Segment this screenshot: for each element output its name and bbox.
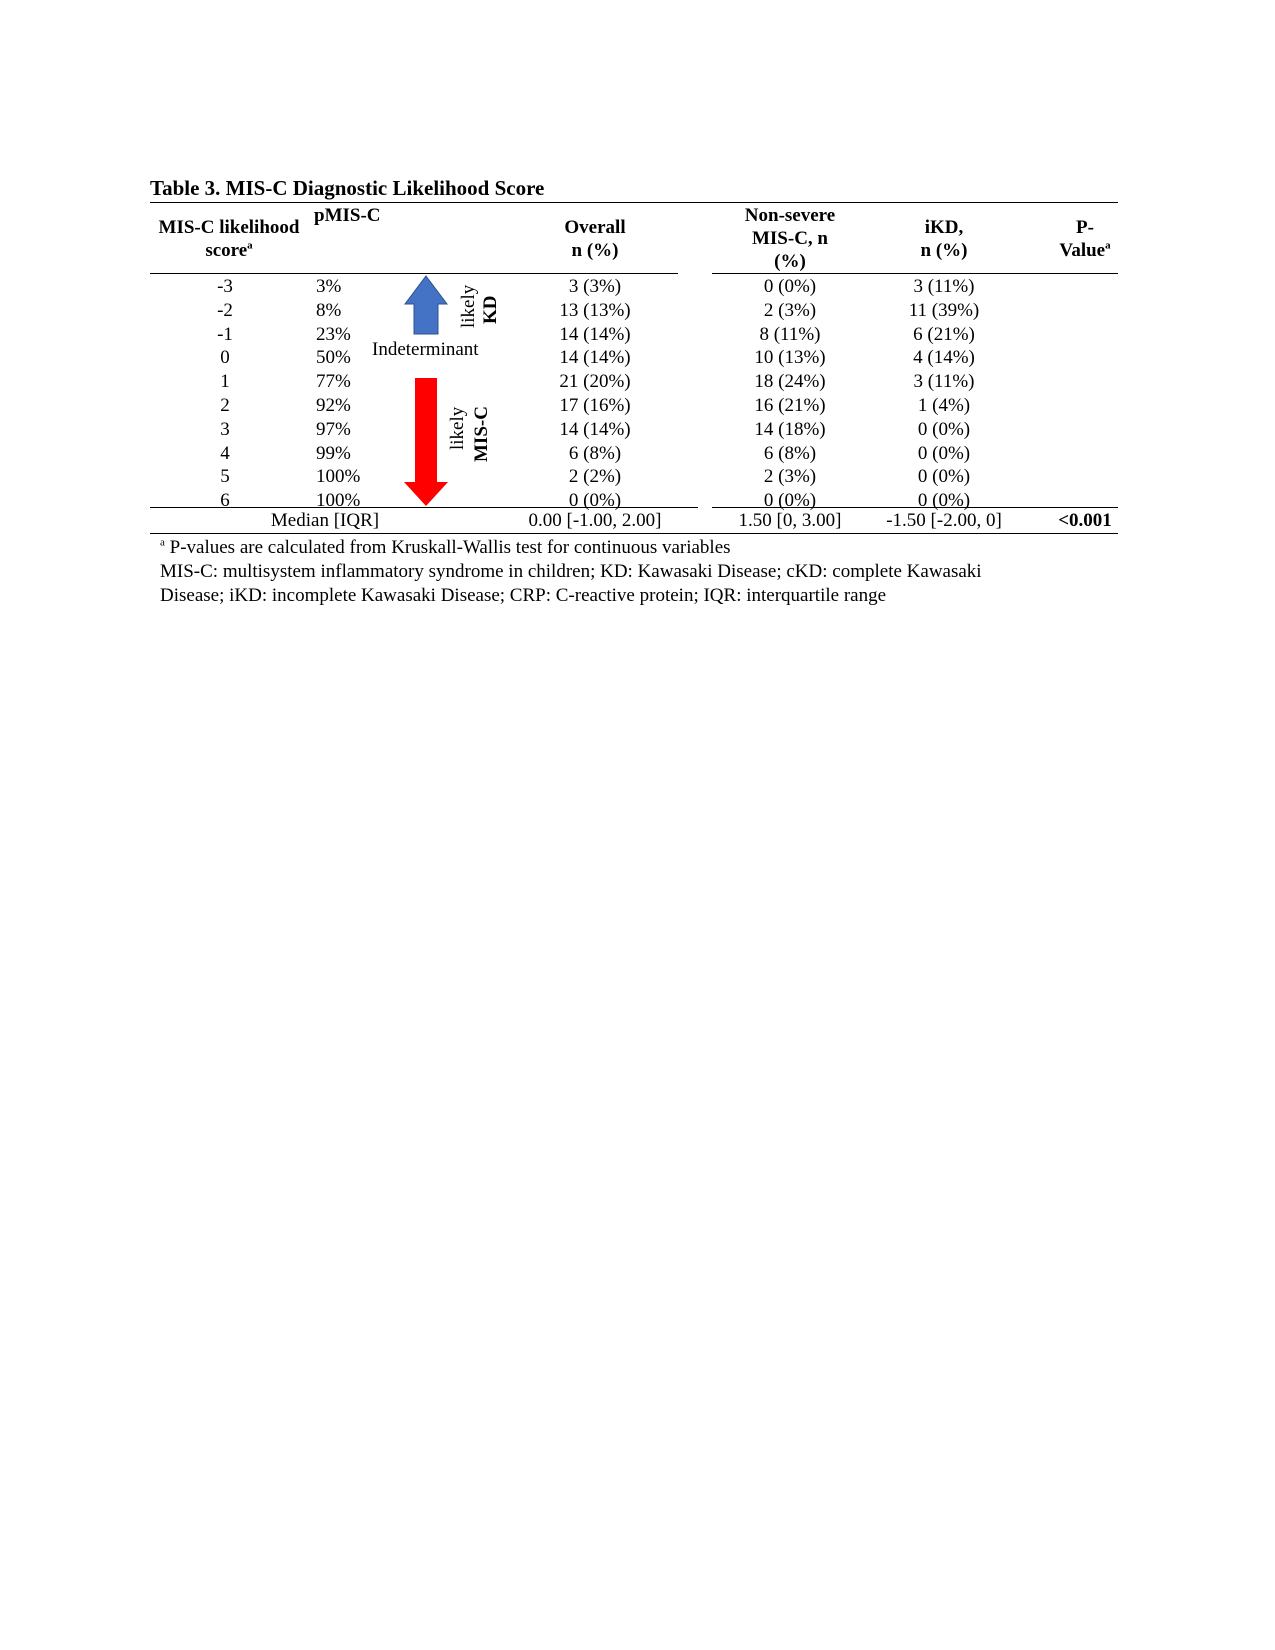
row-0-pmisc-cell: 3%: [316, 276, 342, 297]
row-4-ikd-cell: 3 (11%): [913, 371, 975, 393]
row-5-ikd-cell: 1 (4%): [917, 395, 971, 416]
row-1-nonsevere-cell: 2 (3%): [763, 299, 817, 321]
likely-kd-label: [458, 248, 508, 328]
row-5-score-cell: 2: [220, 395, 230, 416]
row-5-overall-cell: 17 (16%): [559, 395, 631, 416]
table-title: Table 3. MIS-C Diagnostic Likelihood Score: [150, 176, 545, 200]
table-bottom-rule: [150, 533, 1118, 534]
row-9-overall-cell: 0 (0%): [568, 490, 622, 512]
footnote-a: $^a$ P-values are calculated from Kruskall-Wallis test for continuous variables: [160, 536, 731, 558]
row-0-score-cell: -3: [217, 276, 233, 297]
header-score-line2: score$^a$: [205, 239, 253, 261]
median-overall: 0.00 [-1.00, 2.00]: [528, 510, 662, 531]
header-overall-line2: n (%): [571, 240, 619, 261]
median-ikd: -1.50 [-2.00, 0]: [886, 510, 1002, 531]
row-5-pmisc-cell: 92%: [316, 395, 351, 416]
row-9-nonsevere-cell: 0 (0%): [763, 490, 817, 512]
row-6-pmisc-cell: 97%: [316, 418, 351, 440]
header-rule-right: [712, 273, 1118, 274]
median-pvalue: <0.001: [1058, 510, 1112, 531]
row-6-ikd-cell: 0 (0%): [917, 418, 971, 440]
row-7-pmisc-cell: 99%: [316, 442, 351, 464]
header-nonsevere: [710, 204, 870, 273]
row-2-pmisc-cell: 23%: [316, 323, 351, 345]
row-8-overall-cell: 2 (2%): [568, 466, 622, 488]
header-ikd-line1: iKD,: [924, 217, 964, 238]
median-nonsevere: 1.50 [0, 3.00]: [738, 510, 842, 531]
row-6-nonsevere-cell: 14 (18%): [754, 418, 826, 440]
row-1-score-cell: -2: [217, 299, 233, 321]
median-rule-top-right: [712, 507, 1118, 508]
row-2-ikd-cell: 6 (21%): [913, 323, 975, 345]
row-7-score-cell: 4: [220, 442, 230, 464]
row-8-nonsevere-cell: 2 (3%): [763, 466, 817, 488]
row-4-pmisc-cell: 77%: [316, 371, 351, 393]
header-overall-line1: Overall: [564, 217, 626, 238]
likely-kd-line1: likely: [458, 284, 479, 328]
header-ikd-line2: n (%): [920, 240, 968, 261]
table-top-rule: [150, 202, 1118, 203]
row-0-nonsevere-cell: 0 (0%): [763, 276, 817, 297]
row-7-overall-cell: 6 (8%): [568, 442, 622, 464]
header-pvalue-line1: P-: [1076, 217, 1094, 238]
median-rule-top-left: [150, 507, 678, 508]
row-4-score-cell: 1: [220, 371, 230, 393]
row-2-overall-cell: 14 (14%): [559, 323, 631, 345]
likely-misc-line1: likely: [447, 406, 468, 450]
row-0-ikd-cell: 3 (11%): [913, 276, 975, 297]
row-1-ikd-cell: 11 (39%): [908, 299, 980, 321]
row-1-overall-cell: 13 (13%): [559, 299, 631, 321]
header-pvalue-line2: Value$^a$: [1059, 239, 1111, 261]
row-3-pmisc-cell: 50%: [316, 347, 351, 369]
row-0-overall-cell: 3 (3%): [568, 276, 622, 297]
row-3-ikd-cell: 4 (14%): [913, 347, 975, 369]
row-4-overall-cell: 21 (20%): [559, 371, 631, 393]
header-nonsevere-line2: MIS-C, n: [751, 228, 828, 249]
likely-misc-label: [446, 372, 496, 462]
header-score-line1: MIS-C likelihood: [158, 217, 300, 238]
row-3-score-cell: 0: [220, 347, 230, 369]
row-4-nonsevere-cell: 18 (24%): [754, 371, 826, 393]
median-label: Median [IQR]: [270, 510, 380, 531]
indeterminant-label: Indeterminant: [372, 339, 479, 360]
row-2-score-cell: -1: [217, 323, 233, 345]
row-7-ikd-cell: 0 (0%): [917, 442, 971, 464]
up-arrow-icon: [405, 276, 447, 334]
row-9-pmisc-cell: 100%: [316, 490, 361, 512]
header-overall: [520, 216, 670, 262]
row-8-score-cell: 5: [220, 466, 230, 488]
row-8-ikd-cell: 0 (0%): [917, 466, 971, 488]
row-2-nonsevere-cell: 8 (11%): [759, 323, 821, 345]
row-3-overall-cell: 14 (14%): [559, 347, 631, 369]
row-6-overall-cell: 14 (14%): [559, 418, 631, 440]
row-8-pmisc-cell: 100%: [316, 466, 361, 488]
header-nonsevere-line1: Non-severe: [744, 205, 836, 226]
row-7-nonsevere-cell: 6 (8%): [763, 442, 817, 464]
row-5-nonsevere-cell: 16 (21%): [754, 395, 826, 416]
header-pmisc: pMIS-C: [314, 205, 381, 226]
row-6-score-cell: 3: [220, 418, 230, 440]
header-ikd: [874, 216, 1014, 262]
likely-kd-line2: KD: [480, 295, 501, 324]
footnote-abbrev-line1: MIS-C: multisystem inflammatory syndrome in children; KD: Kawasaki Disease; cKD: complete Kawasaki: [160, 561, 982, 582]
header-pvalue: [1040, 216, 1130, 262]
down-arrow-icon: [404, 378, 448, 506]
row-1-pmisc-cell: 8%: [316, 299, 342, 321]
median-rule-top-mid: [670, 507, 698, 508]
header-nonsevere-line3: (%): [774, 251, 806, 272]
likely-misc-line2: MIS-C: [471, 406, 492, 462]
row-9-score-cell: 6: [220, 490, 230, 512]
row-9-ikd-cell: 0 (0%): [917, 490, 971, 512]
header-score: [144, 216, 314, 262]
row-3-nonsevere-cell: 10 (13%): [754, 347, 826, 369]
footnote-abbrev-line2: Disease; iKD: incomplete Kawasaki Disease; CRP: C-reactive protein; IQR: interquartile range: [160, 585, 887, 606]
